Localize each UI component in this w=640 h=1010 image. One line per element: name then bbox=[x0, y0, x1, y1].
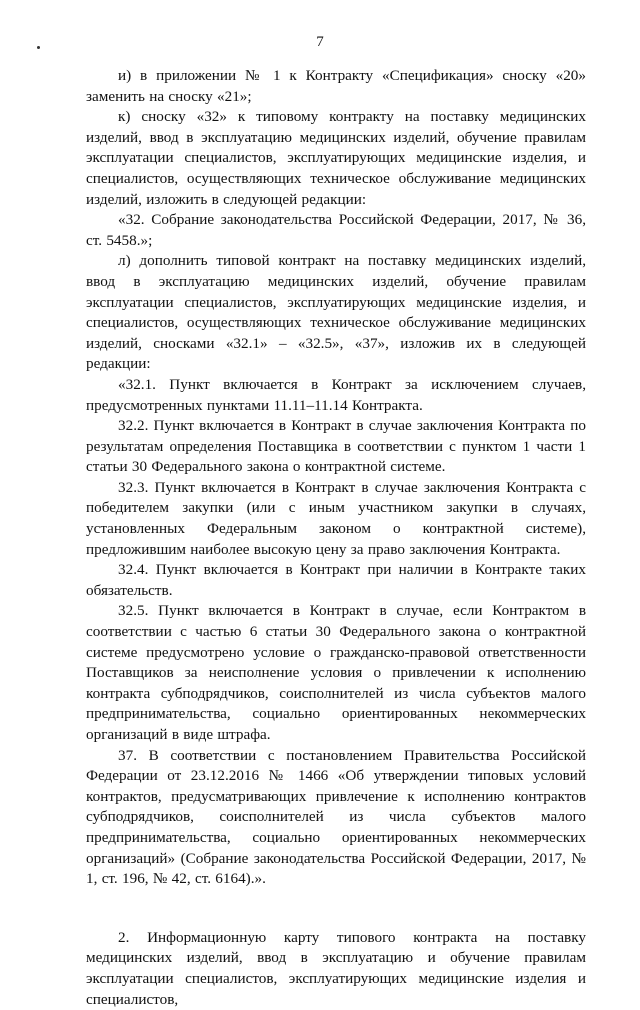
paragraph-item-l: л) дополнить типовой контракт на поставку медицинских изделий, ввод в эксплуатацию медицинских изделий, обучение правилам эксплуатации специалистов, эксплуатирующих медицинские изделия, и специалистов, осуществляющих техническое обслуживание медицинских изделий, сносками «32.1» – «32.5», «37», изложив их в следующей редакции: bbox=[86, 252, 586, 373]
footnote-32-text: «32. Собрание законодательства Российской Федерации, 2017, № 36, ст. 5458.»; bbox=[86, 211, 586, 249]
footnote-32-2-text: 32.2. Пункт включается в Контракт в случае заключения Контракта по результатам определения Поставщика в соответствии с пунктом 1 части 1 статьи 30 Федерального закона о контрактной системе. bbox=[86, 417, 586, 476]
document-body bbox=[86, 66, 586, 1010]
page-number: 7 bbox=[316, 34, 324, 50]
footnote-32-5-text: 32.5. Пункт включается в Контракт в случае, если Контрактом в соответствии с частью 6 статьи 30 Федерального закона о контрактной системе предусмотрено условие о гражданско-правовой ответственности Поставщиков за неисполнение условия о привлечении к исполнению контракта субподрядчиков, соисполнителей из числа субъектов малого предпринимательства, социально ориентированных некоммерческих организаций в виде штрафа. bbox=[86, 602, 586, 743]
paragraph-item-i: и) в приложении № 1 к Контракту «Спецификация» сноску «20» заменить на сноску «21»; bbox=[86, 67, 586, 105]
footnote-32-3-text: 32.3. Пункт включается в Контракт в случае заключения Контракта с победителем закупки (или с иным участником закупки в случаях, установленных Федеральным законом о контрактной системе), предложившим наиболее высокую цену за право заключения Контракта. bbox=[86, 478, 586, 558]
footnote-32-1-text: «32.1. Пункт включается в Контракт за исключением случаев, предусмотренных пунктами 11.11–11.14 Контракта. bbox=[86, 375, 586, 414]
paragraph-section-2: 2. Информационную карту типового контракта на поставку медицинских изделий, ввод в эксплуатацию и обучение правилам эксплуатации специалистов, эксплуатирующих медицинские изделия и специалистов, bbox=[86, 928, 586, 1008]
paragraph-item-k: к) сноску «32» к типовому контракту на поставку медицинских изделий, ввод в эксплуатацию медицинских изделий, обучение правилам эксплуатации специалистов, эксплуатирующих медицинские изделия, и специалистов, осуществляющих техническое обслуживание медицинских изделий, изложить в следующей редакции: bbox=[86, 108, 586, 208]
footnote-32-4-text: 32.4. Пункт включается в Контракт при наличии в Контракте таких обязательств. bbox=[86, 561, 586, 599]
footnote-37-text: 37. В соответствии с постановлением Правительства Российской Федерации от 23.12.2016 № 1466 «Об утверждении типовых условий контрактов, предусматривающих привлечение к исполнению контрактов субподрядчиков, соисполнителей из числа субъектов малого предпринимательства, социально ориентированных некоммерческих организаций» (Собрание законодательства Российской Федерации, 2017, № 1, ст. 196, № 42, ст. 6164).». bbox=[86, 746, 586, 888]
